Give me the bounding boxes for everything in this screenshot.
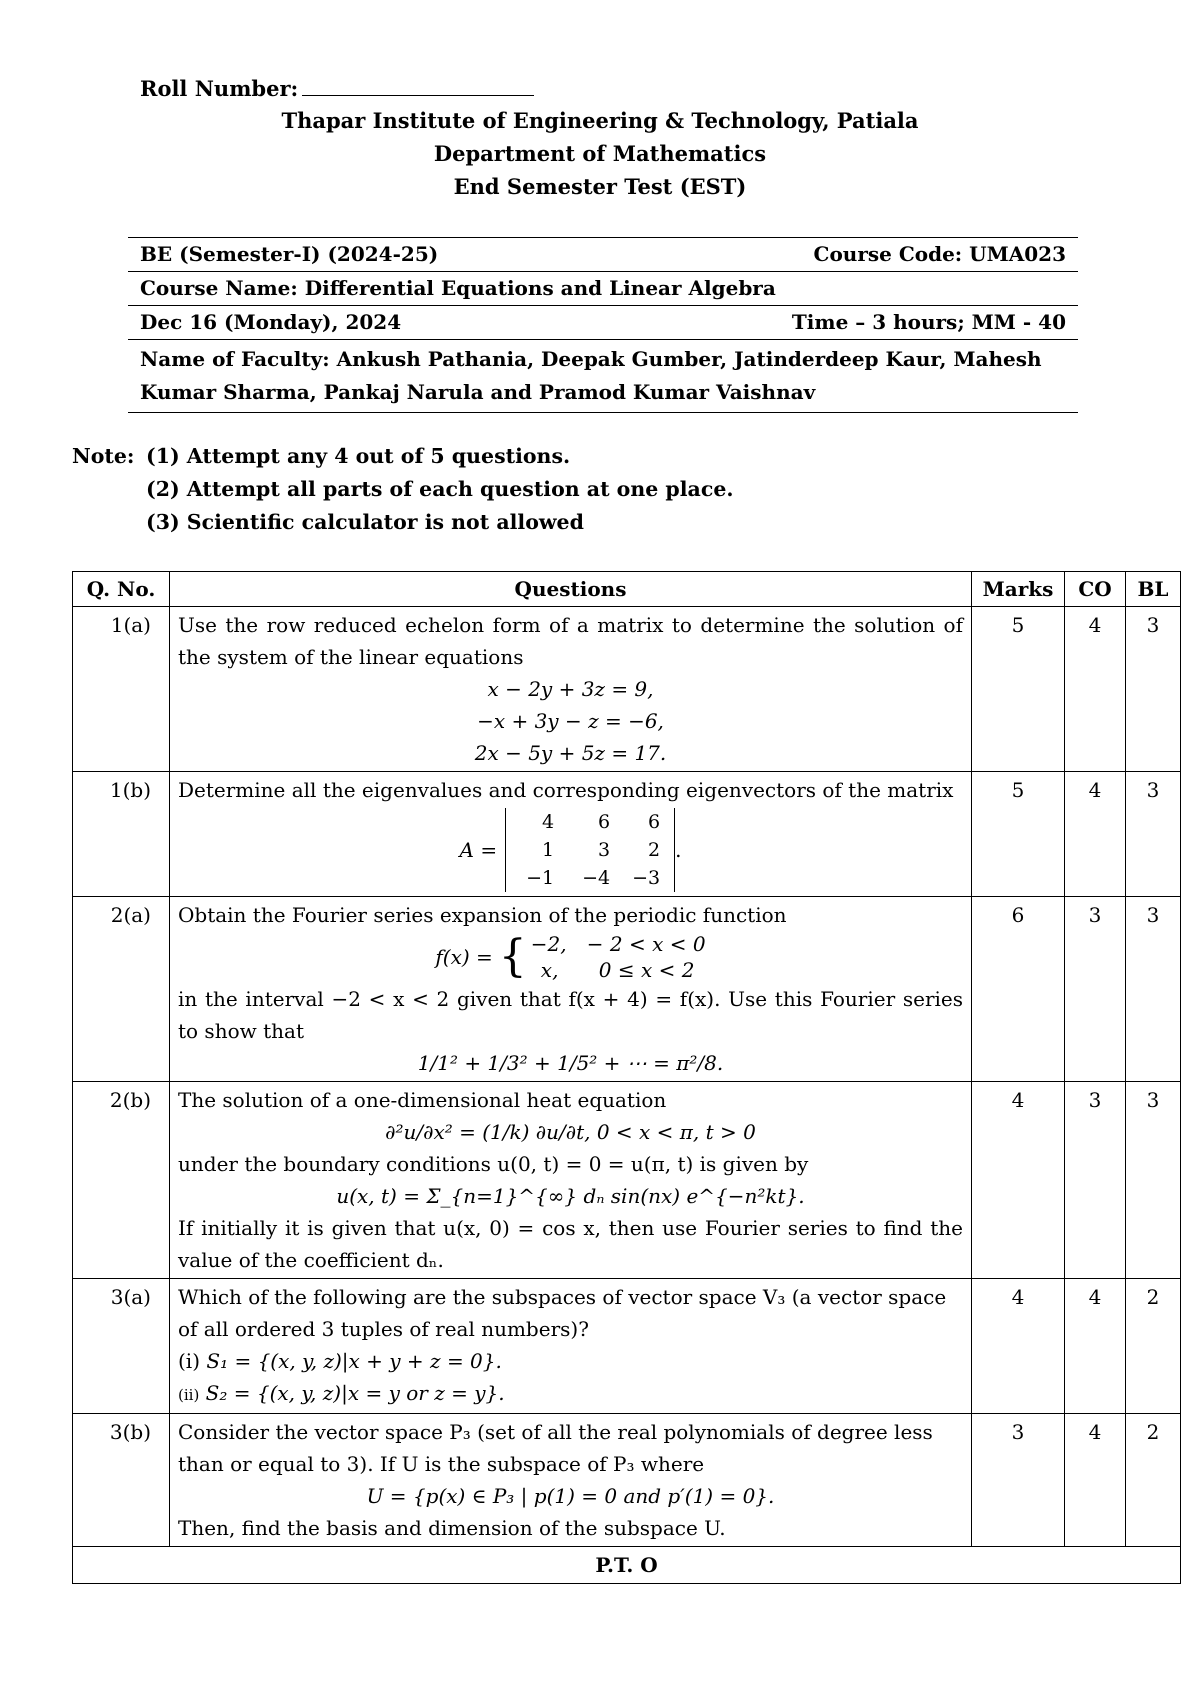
- table-row: [73, 772, 1181, 897]
- subpart-set: S₂ = {(x, y, z)|x = y or z = y}.: [205, 1381, 505, 1405]
- marks-cell: 4: [972, 1279, 1065, 1414]
- question-number: 3(b): [73, 1414, 170, 1547]
- subpart: [178, 1377, 963, 1411]
- question-text: Then, find the basis and dimension of the subspace U.: [178, 1516, 726, 1540]
- header-marks: Marks: [972, 572, 1065, 607]
- table-row: [73, 897, 1181, 1082]
- table-row: [73, 1082, 1181, 1279]
- question-text: Consider the vector space P₃ (set of all the real polynomials of degree less than or equal to 3). If U is the subspace of P₃ where: [178, 1420, 933, 1476]
- question-number: 3(a): [73, 1279, 170, 1414]
- question-cell: [170, 1279, 972, 1414]
- brace: {: [498, 931, 527, 982]
- department-title: Department of Mathematics: [433, 141, 767, 166]
- bl-cell: 3: [1126, 772, 1181, 897]
- matrix-block: [178, 808, 963, 892]
- note-item: (3) Scientific calculator is not allowed: [146, 510, 584, 534]
- question-text: in the interval −2 < x < 2 given that f(x + 4) = f(x). Use this Fourier series to show that: [178, 987, 963, 1043]
- matrix-period: .: [675, 838, 682, 862]
- header-qno: Q. No.: [73, 572, 170, 607]
- marks-cell: 6: [972, 897, 1065, 1082]
- question-text: If initially it is given that u(x, 0) = cos x, then use Fourier series to find the value of the coefficient dₙ.: [178, 1216, 963, 1272]
- co-cell: 4: [1065, 1414, 1126, 1547]
- info-row-program: [128, 237, 1078, 271]
- function-lhs: f(x) =: [435, 945, 493, 969]
- roll-number-label: Roll Number:: [140, 76, 299, 101]
- question-number: 1(b): [73, 772, 170, 897]
- piecewise-function: [178, 931, 963, 983]
- question-text: Determine all the eigenvalues and corresponding eigenvectors of the matrix: [178, 778, 954, 802]
- header-questions: Questions: [170, 572, 972, 607]
- bl-cell: 2: [1126, 1414, 1181, 1547]
- case-value: −2,: [530, 932, 567, 956]
- subspace-definition: U = {p(x) ∈ P₃ | p(1) = 0 and p′(1) = 0}.: [366, 1484, 775, 1508]
- question-text: under the boundary conditions u(0, t) = 0 = u(π, t) is given by: [178, 1152, 809, 1176]
- question-text: Which of the following are the subspaces of vector space V₃ (a vector space of all ordered 3 tuples of real numbers)?: [178, 1285, 947, 1341]
- matrix-entry: 4: [542, 811, 555, 833]
- matrix-entry: −1: [526, 867, 555, 889]
- program-text: BE (Semester-I) (2024-25): [140, 242, 439, 266]
- case-condition: 0 ≤ x < 2: [598, 958, 695, 982]
- table-row: [73, 1279, 1181, 1414]
- co-cell: 4: [1065, 1279, 1126, 1414]
- time-text: Time – 3 hours; MM - 40: [791, 310, 1066, 334]
- info-row-course-name: [128, 271, 1078, 305]
- table-row: [73, 1414, 1181, 1547]
- note-label: Note:: [72, 444, 135, 468]
- subpart-set: S₁ = {(x, y, z)|x + y + z = 0}.: [206, 1349, 502, 1373]
- header-bl: BL: [1126, 572, 1181, 607]
- question-cell: [170, 772, 972, 897]
- co-cell: 4: [1065, 607, 1126, 772]
- bl-cell: 2: [1126, 1279, 1181, 1414]
- matrix-entry: 2: [648, 839, 661, 861]
- bl-cell: 3: [1126, 1082, 1181, 1279]
- question-cell: [170, 897, 972, 1082]
- bl-cell: 3: [1126, 607, 1181, 772]
- date-text: Dec 16 (Monday), 2024: [140, 310, 402, 334]
- equation: 2x − 5y + 5z = 17.: [474, 741, 667, 765]
- marks-cell: 5: [972, 607, 1065, 772]
- exam-title: End Semester Test (EST): [453, 174, 747, 199]
- course-code-text: Course Code: UMA023: [813, 242, 1066, 266]
- notes-section: [72, 440, 734, 539]
- institute-title: Thapar Institute of Engineering & Technology, Patiala: [281, 108, 919, 133]
- pto-text: P.T. O: [73, 1547, 1181, 1584]
- course-info-box: [128, 237, 1078, 413]
- matrix-entry: 1: [542, 839, 555, 861]
- question-number: 2(b): [73, 1082, 170, 1279]
- case-condition: − 2 < x < 0: [586, 932, 706, 956]
- matrix-brackets: [505, 808, 675, 892]
- cases: [531, 931, 706, 983]
- equation: x − 2y + 3z = 9,: [487, 677, 654, 701]
- matrix-entry: 6: [648, 811, 661, 833]
- note-item: (1) Attempt any 4 out of 5 questions.: [146, 444, 571, 468]
- faculty-text: Name of Faculty: Ankush Pathania, Deepak Gumber, Jatinderdeep Kaur, Mahesh Kumar Sharma, Pankaj Narula and Pramod Kumar Vaishnav: [140, 347, 1042, 404]
- question-number: 1(a): [73, 607, 170, 772]
- matrix-entry: −3: [632, 867, 661, 889]
- matrix-entry: 3: [598, 839, 611, 861]
- bl-cell: 3: [1126, 897, 1181, 1082]
- course-name-text: Course Name: Differential Equations and Linear Algebra: [140, 276, 776, 300]
- questions-table: [72, 571, 1181, 1584]
- question-cell: [170, 607, 972, 772]
- question-cell: [170, 1082, 972, 1279]
- question-text: Obtain the Fourier series expansion of the periodic function: [178, 903, 787, 927]
- table-footer-row: [73, 1547, 1181, 1584]
- info-row-date: [128, 305, 1078, 339]
- roll-number-line: [140, 76, 534, 101]
- equation: −x + 3y − z = −6,: [477, 709, 664, 733]
- matrix: [512, 808, 668, 892]
- matrix-entry: −4: [582, 867, 611, 889]
- marks-cell: 5: [972, 772, 1065, 897]
- question-number: 2(a): [73, 897, 170, 1082]
- matrix-lhs: A =: [459, 838, 498, 862]
- solution-equation: u(x, t) = Σ_{n=1}^{∞} dₙ sin(nx) e^{−n²kt}.: [336, 1184, 805, 1208]
- subpart: [178, 1345, 963, 1377]
- heat-equation: ∂²u/∂x² = (1/k) ∂u/∂t, 0 < x < π, t > 0: [385, 1120, 756, 1144]
- marks-cell: 3: [972, 1414, 1065, 1547]
- co-cell: 3: [1065, 897, 1126, 1082]
- co-cell: 4: [1065, 772, 1126, 897]
- note-item: (2) Attempt all parts of each question at one place.: [146, 477, 734, 501]
- header-co: CO: [1065, 572, 1126, 607]
- question-cell: [170, 1414, 972, 1547]
- case-value: x,: [540, 958, 559, 982]
- question-text: The solution of a one-dimensional heat equation: [178, 1088, 667, 1112]
- co-cell: 3: [1065, 1082, 1126, 1279]
- roll-number-blank: [302, 77, 534, 96]
- subpart-label: (ii): [178, 1386, 200, 1404]
- table-row: [73, 607, 1181, 772]
- info-row-faculty: [128, 339, 1078, 413]
- matrix-entry: 6: [598, 811, 611, 833]
- subpart-label: (i): [178, 1349, 201, 1373]
- series-equation: 1/1² + 1/3² + 1/5² + ⋯ = π²/8.: [417, 1051, 724, 1075]
- question-text: Use the row reduced echelon form of a matrix to determine the solution of the system of the linear equations: [178, 613, 963, 669]
- table-header-row: [73, 572, 1181, 607]
- marks-cell: 4: [972, 1082, 1065, 1279]
